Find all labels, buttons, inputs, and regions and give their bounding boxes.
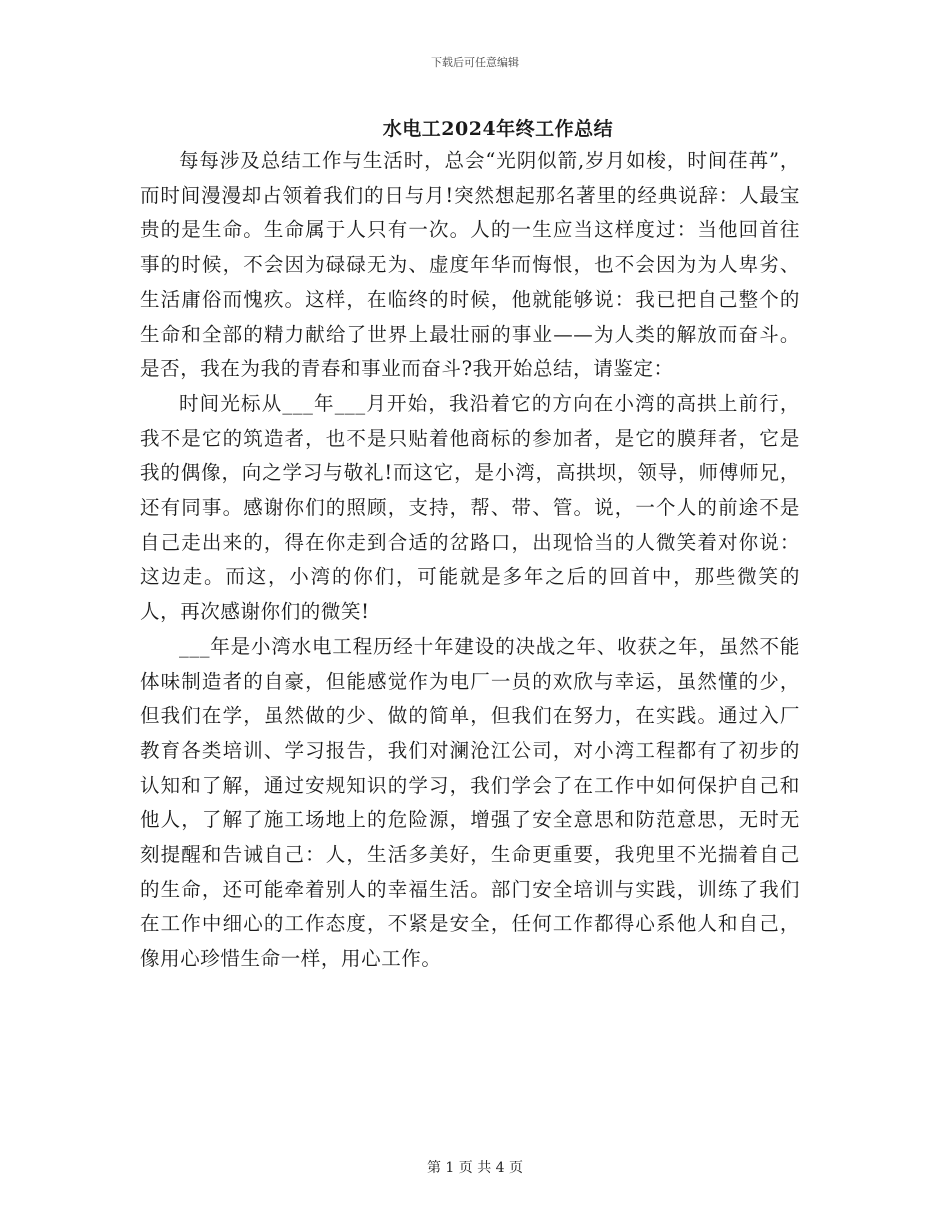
header-note: 下载后可任意编辑 bbox=[431, 56, 519, 69]
page-footer: 第 1 页 共 4 页 bbox=[426, 1160, 524, 1176]
paragraph-2: 时间光标从___年___月开始，我沿着它的方向在小湾的高拱上前行，我不是它的筑造者，也不是只贴着他商标的参加者，是它的膜拜者，它是我的偶像，向之学习与敬礼!而这它，是小湾，高拱坝，领导，师傅师兄，还有同事。感谢你们的照顾，支持，帮、带、管。说，一个人的前途不是自己走出来的，得在你走到合适的岔路口，出现恰当的人微笑着对你说：这边走。而这，小湾的你们，可能就是多年之后的回首中，那些微笑的人，再次感谢你们的微笑! bbox=[140, 391, 800, 624]
paragraph-3: ___年是小湾水电工程历经十年建设的决战之年、收获之年，虽然不能体味制造者的自豪，但能感觉作为电厂一员的欢欣与幸运，虽然懂的少，但我们在学，虽然做的少、做的简单，但我们在努力，在实践。通过入厂教育各类培训、学习报告，我们对澜沧江公司，对小湾工程都有了初步的认知和了解，通过安规知识的学习，我们学会了在工作中如何保护自己和他人，了解了施工场地上的危险源，增强了安全意思和防范意思，无时无刻提醒和告诫自己：人，生活多美好，生命更重要，我兜里不光揣着自己的生命，还可能牵着别人的幸福生活。部门安全培训与实践，训练了我们在工作中细心的工作态度，不紧是安全，任何工作都得心系他人和自己，像用心珍惜生命一样，用心工作。 bbox=[140, 634, 800, 971]
document-title: 水电工2024年终工作总结 bbox=[382, 118, 614, 140]
document-body bbox=[140, 144, 800, 977]
paragraph-1: 每每涉及总结工作与生活时，总会“光阴似箭,岁月如梭，时间荏苒”，而时间漫漫却占领着我们的日与月!突然想起那名著里的经典说辞：人最宝贵的是生命。生命属于人只有一次。人的一生应当这样度过：当他回首往事的时候，不会因为碌碌无为、虚度年华而悔恨，也不会因为为人卑劣、生活庸俗而愧疚。这样，在临终的时候，他就能够说：我已把自己整个的生命和全部的精力献给了世界上最壮丽的事业——为人类的解放而奋斗。是否，我在为我的青春和事业而奋斗?我开始总结，请鉴定： bbox=[140, 149, 800, 381]
